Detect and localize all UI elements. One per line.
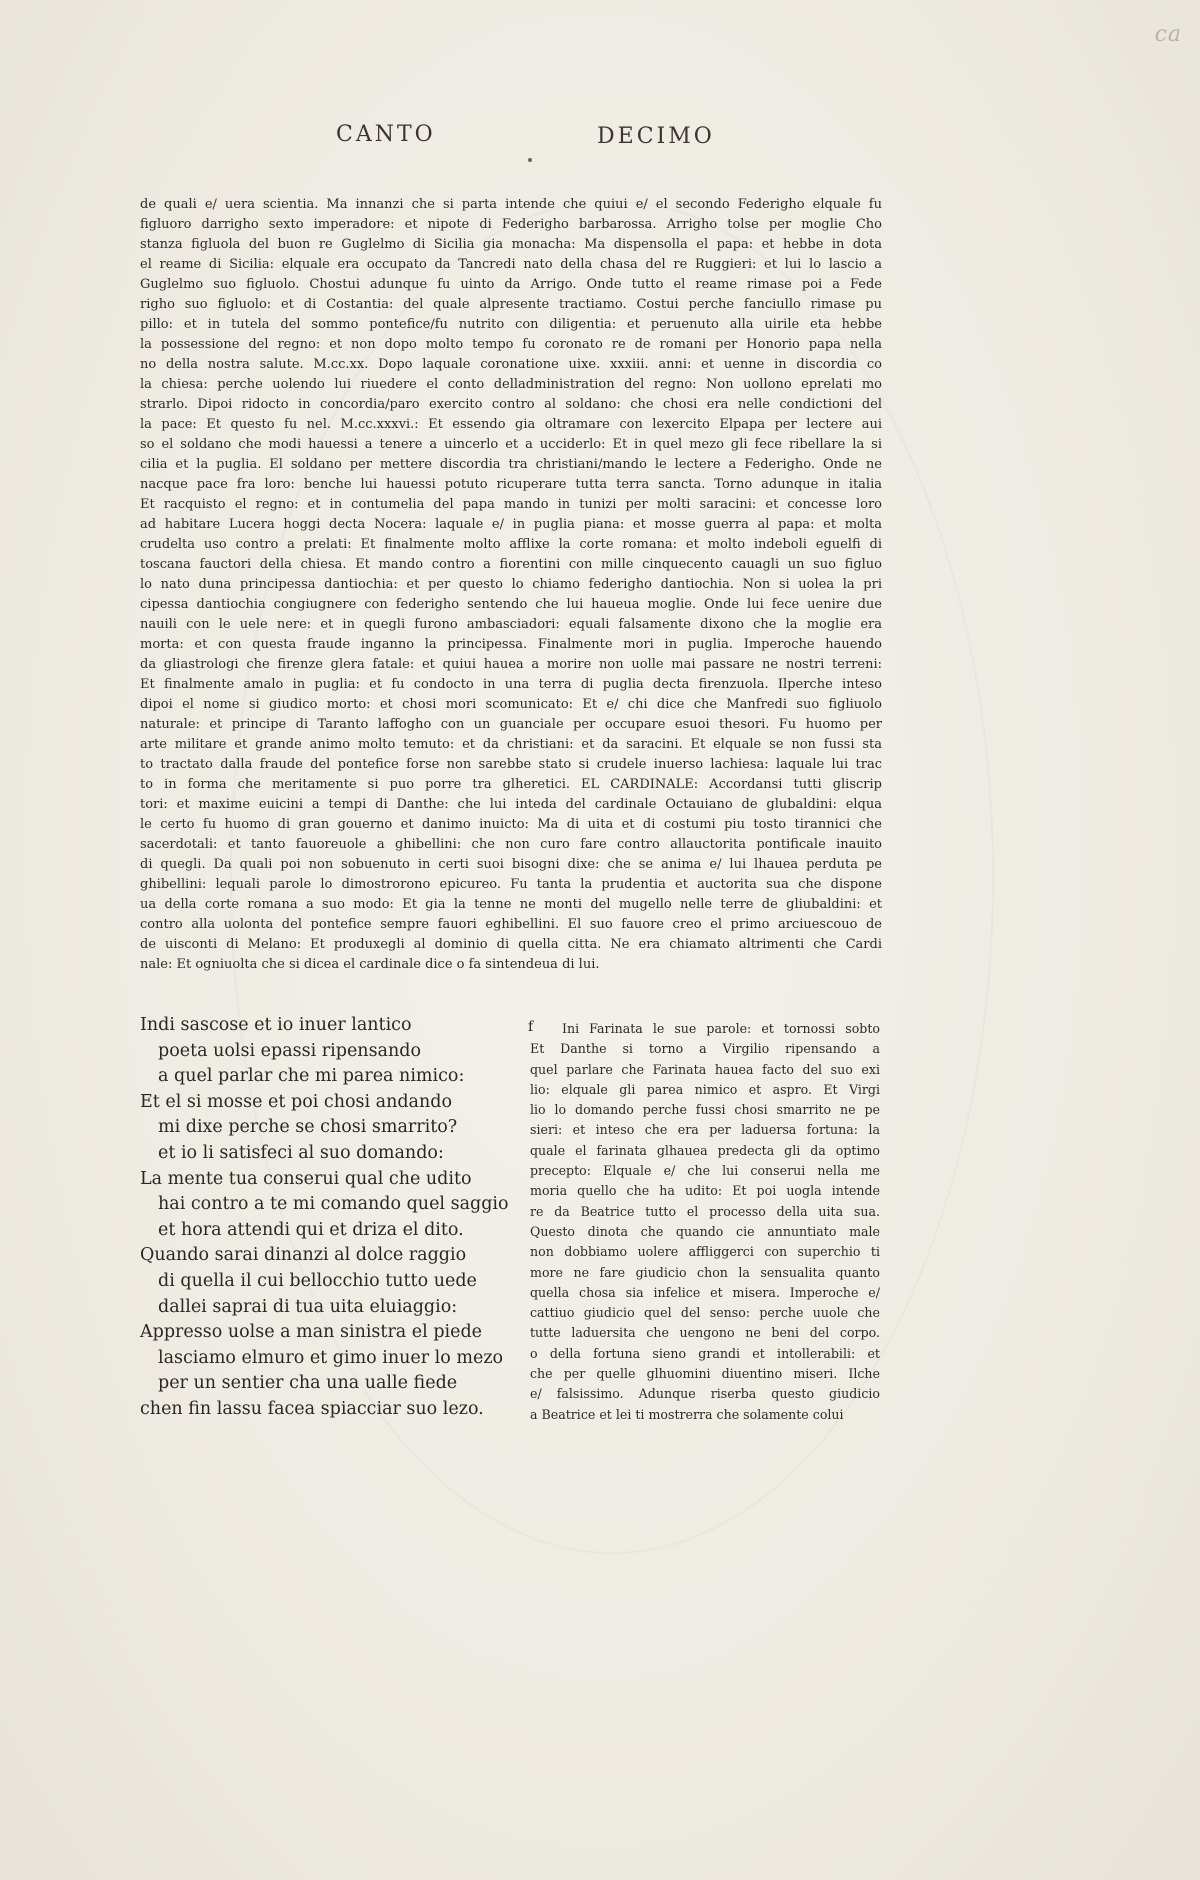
commentary-line: la chiesa: perche uolendo lui riuedere el conto delladministration del regno: Non uollono eprelati mo [140, 377, 882, 392]
verse-line: poeta uolsi epassi ripensando [158, 1040, 421, 1061]
gloss-line: precepto: Elquale e/ che lui conserui nella me [530, 1163, 880, 1179]
header-word-canto: CANTO [336, 122, 436, 147]
verse-block [140, 1013, 509, 1423]
verse-line: Appresso uolse a man sinistra el piede [140, 1322, 483, 1343]
gloss-line: quale el farinata glhauea predecta gli da optimo [530, 1142, 880, 1158]
gloss-line: che per quelle glhuomini diuentino miseri. Ilche [530, 1366, 880, 1382]
gloss-initial-marker: f [528, 1019, 534, 1035]
commentary-line: de quali e/ uera scientia. Ma innanzi che si parta intende che quiui e/ el secondo Federigho elquale fu [140, 197, 882, 212]
commentary-line: cilia et la puglia. El soldano per mettere discordia tra christiani/mando le lectere a Federigho. Onde ne [140, 457, 882, 472]
commentary-line: morta: et con questa fraude inganno la principessa. Finalmente mori in puglia. Imperoche hauendo [140, 637, 882, 652]
commentary-line: contro alla uolonta del pontefice sempre fauori eghibellini. El suo fauore creo el primo arciuescouo de [140, 917, 882, 932]
gloss-line: cattiuo giudicio quel del senso: perche uuole che [530, 1305, 880, 1321]
gloss-line: non dobbiamo uolere affliggerci con superchio ti [530, 1244, 880, 1260]
verse-line: per un sentier cha una ualle fiede [158, 1373, 458, 1394]
verse-line: di quella il cui bellocchio tutto uede [158, 1270, 477, 1291]
commentary-line: Et finalmente amalo in puglia: et fu condocto in una terra di puglia decta firenzuola. Ilperche inteso [140, 677, 882, 692]
gloss-line: o della fortuna sieno grandi et intollerabili: et [530, 1345, 880, 1361]
header-dot [528, 158, 532, 162]
commentary-line: no della nostra salute. M.cc.xx. Dopo laquale coronatione uixe. xxxiii. anni: et uenne in discordia co [140, 357, 882, 372]
commentary-line: righo suo figluolo: et di Costantia: del quale alpresente tractiamo. Costui perche fanciullo rimase pu [140, 297, 882, 312]
verse-line: et io li satisfeci al suo domando: [158, 1142, 444, 1163]
corner-annotation: ca [1154, 22, 1182, 47]
gloss-line: more ne fare giudicio chon la sensualita quanto [530, 1264, 880, 1280]
commentary-line: da gliastrologi che firenze glera fatale: et quiui hauea a morire non uolle mai passare ne nostri terreni: [140, 657, 882, 672]
gloss-block [530, 1019, 880, 1425]
commentary-line: el reame di Sicilia: elquale era occupato da Tancredi nato della chasa del re Ruggieri: et lui lo lascio a [140, 257, 882, 272]
commentary-line: crudelta uso contro a prelati: Et finalmente molto afflixe la corte romana: et molto indeboli eguelfi di [140, 537, 882, 552]
commentary-line: Et racquisto el regno: et in contumelia del papa mando in tunizi per molti saracini: et concesse loro [140, 497, 882, 512]
verse-line: lasciamo elmuro et gimo inuer lo mezo [158, 1347, 504, 1368]
commentary-line: ghibellini: lequali parole lo dimostrorono epicureo. Fu tanta la prudentia et auctorita sua che dispone [140, 877, 882, 892]
running-header [0, 122, 1200, 162]
commentary-line: toscana fauctori della chiesa. Et mando contro a fiorentini con mille cinquecento cauagli un suo figluo [140, 557, 882, 572]
commentary-line: sacerdotali: et tanto fauoreuole a ghibellini: che non curo fare contro allauctorita pontificale inauito [140, 837, 882, 852]
gloss-line: quella chosa sia infelice et misera. Imperoche e/ [530, 1284, 880, 1300]
commentary-line: tori: et maxime euicini a tempi di Danthe: che lui inteda del cardinale Octauiano de glubaldini: elqua [140, 797, 882, 812]
commentary-line: nale: Et ogniuolta che si dicea el cardinale dice o fa sintendeua di lui. [140, 957, 600, 972]
commentary-line: nacque pace fra loro: benche lui hauessi potuto ricuperare tutta terra sancta. Torno adunque in italia [140, 477, 882, 492]
commentary-line: di quegli. Da quali poi non sobuenuto in certi suoi bisogni dixe: che se anima e/ lui lhauea perduta pe [140, 857, 882, 872]
commentary-line: Guglelmo suo figluolo. Chostui adunque fu uinto da Arrigo. Onde tutto el reame rimase poi a Fede [140, 277, 882, 292]
commentary-line: stanza figluola del buon re Guglelmo di Sicilia gia monacha: Ma dispensolla el papa: et hebbe in dota [140, 237, 882, 252]
commentary-line: cipessa dantiochia congiugnere con federigho sentendo che lui haueua moglie. Onde lui fece uenire due [140, 597, 882, 612]
commentary-line: le certo fu huomo di gran gouerno et danimo inuicto: Ma di uita et di costumi piu tosto tirannici che [140, 817, 882, 832]
verse-line: mi dixe perche se chosi smarrito? [158, 1117, 458, 1138]
commentary-line: dipoi el nome si giudico morto: et chosi mori scomunicato: Et e/ chi dice che Manfredi suo figliuolo [140, 697, 882, 712]
verse-line: et hora attendi qui et driza el dito. [158, 1219, 464, 1240]
commentary-line: de uisconti di Melano: Et produxegli al dominio di quella citta. Ne era chiamato altrimenti che Cardi [140, 937, 882, 952]
gloss-line: Questo dinota che quando cie annuntiato male [530, 1223, 880, 1239]
commentary-line: la possessione del regno: et non dopo molto tempo fu coronato re de romani per Honorio papa nella [140, 337, 882, 352]
verse-line: Quando sarai dinanzi al dolce raggio [140, 1245, 467, 1266]
commentary-line: lo nato duna principessa dantiochia: et per questo lo chiamo federigho dantiochia. Non si uolea la pri [140, 577, 882, 592]
commentary-line: figluoro darrigho sexto imperadore: et nipote di Federigho barbarossa. Arrigho tolse per moglie Cho [140, 217, 882, 232]
verse-line: a quel parlar che mi parea nimico: [158, 1066, 465, 1087]
verse-line: chen fin lassu facea spiacciar suo lezo. [140, 1398, 484, 1419]
verse-line: Indi sascose et io inuer lantico [140, 1015, 412, 1035]
commentary-line: to tractato dalla fraude del pontefice forse non sarebbe stato si crudele inuerso lachiesa: laquale lui trac [140, 757, 882, 772]
commentary-line: so el soldano che modi hauessi a tenere a uincerlo et a ucciderlo: Et in quel mezo gli fece ribellare la si [140, 437, 882, 452]
commentary-line: arte militare et grande animo molto temuto: et da christiani: et da saracini. Et elquale se non fussi sta [140, 737, 882, 752]
verse-line: dallei saprai di tua uita eluiaggio: [158, 1296, 458, 1317]
header-word-decimo: DECIMO [597, 124, 715, 149]
gloss-line: Ini Farinata le sue parole: et tornossi sobto [562, 1021, 880, 1036]
gloss-line: re da Beatrice tutto el processo della uita sua. [530, 1203, 880, 1219]
gloss-line: lio: elquale gli parea nimico et aspro. Et Virgi [530, 1081, 880, 1097]
gloss-line: e/ falsissimo. Adunque riserba questo giudicio [530, 1386, 880, 1402]
gloss-line: lio lo domando perche fussi chosi smarrito ne pe [530, 1102, 880, 1118]
gloss-line: a Beatrice et lei ti mostrerra che solamente colui [530, 1406, 844, 1422]
verse-line: hai contro a te mi comando quel saggio [158, 1194, 509, 1215]
gloss-line: Et Danthe si torno a Virgilio ripensando a [530, 1041, 880, 1057]
commentary-line: la pace: Et questo fu nel. M.cc.xxxvi.: Et essendo gia oltramare con lexercito Elpapa per lectere aui [140, 417, 882, 432]
gloss-line: moria quello che ha udito: Et poi uogla intende [530, 1183, 880, 1199]
commentary-block [140, 195, 882, 975]
gloss-line: quel parlare che Farinata hauea facto del suo exi [530, 1061, 880, 1077]
commentary-line: pillo: et in tutela del sommo pontefice/fu nutrito con diligentia: et peruenuto alla uirile eta hebbe [140, 317, 882, 332]
commentary-line: nauili con le uele nere: et in quegli furono ambasciadori: equali falsamente dixono che la moglie era [140, 617, 882, 632]
commentary-line: to in forma che meritamente si puo porre tra glheretici. EL CARDINALE: Accordansi tutti gliscrip [140, 777, 882, 792]
commentary-line: naturale: et principe di Taranto laffogho con un guanciale per occupare esuoi thesori. Fu huomo per [140, 717, 882, 732]
gloss-line: tutte laduersita che uengono ne beni del corpo. [530, 1325, 880, 1341]
gloss-line: sieri: et inteso che era per laduersa fortuna: la [530, 1122, 880, 1138]
commentary-line: ua della corte romana a suo modo: Et gia la tenne ne monti del mugello nelle terre de gliubaldini: et [140, 897, 882, 912]
commentary-line: ad habitare Lucera hoggi decta Nocera: laquale e/ in puglia piana: et mosse guerra al papa: et molta [140, 517, 882, 532]
verse-line: Et el si mosse et poi chosi andando [140, 1091, 452, 1112]
verse-line: La mente tua conserui qual che udito [140, 1168, 472, 1189]
commentary-line: strarlo. Dipoi ridocto in concordia/paro exercito contro al soldano: che chosi era nelle condictioni del [140, 397, 882, 412]
